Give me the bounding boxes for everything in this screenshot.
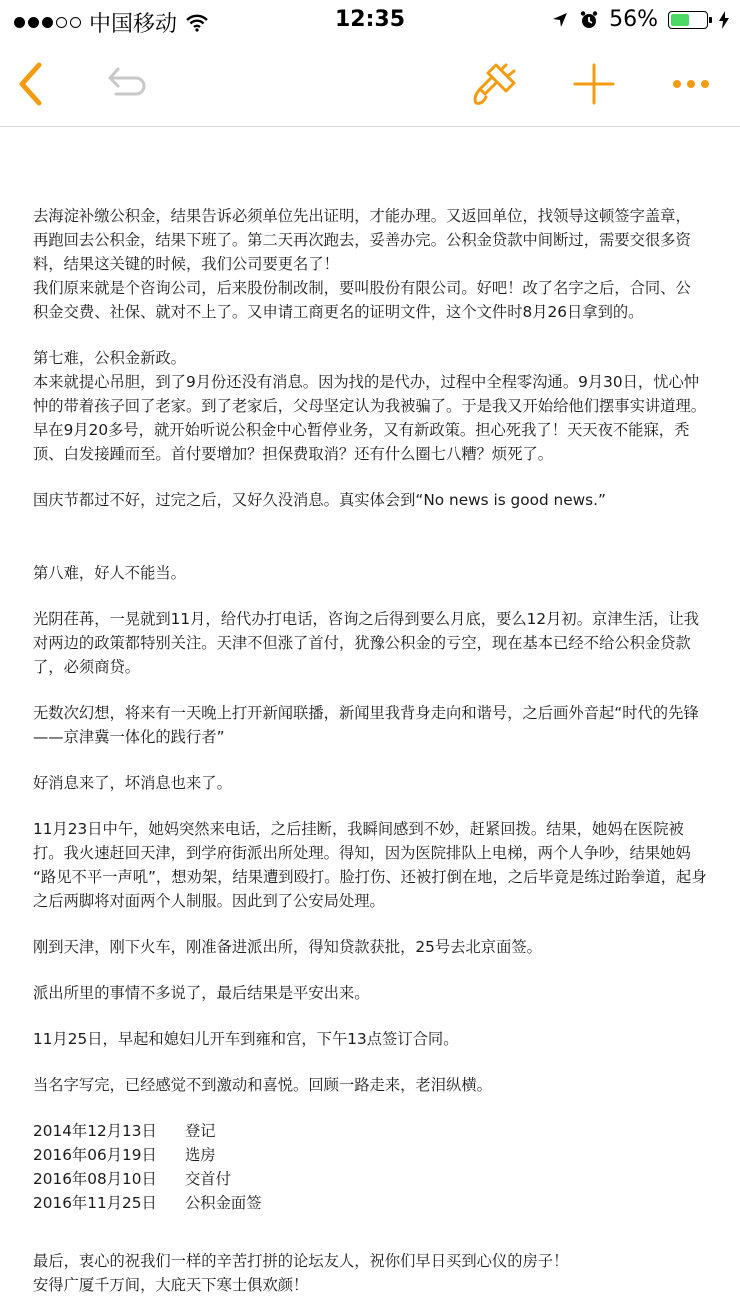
ellipsis-icon xyxy=(671,78,711,90)
timeline-row xyxy=(33,1167,717,1191)
text-line: 安得广厦千万间，大庇天下寒士俱欢颜！ xyxy=(33,1276,309,1294)
status-bar xyxy=(0,0,740,42)
text-line: 打。我火速赶回天津，到学府街派出所处理。得知，因为医院排队上电梯，两个人争吵，结果她妈 xyxy=(33,844,691,862)
text-line: 光阴荏苒，一晃就到11月，给代办打电话，咨询之后得到要么月底，要么12月初。京津生活，让我 xyxy=(33,610,700,628)
timeline-event: 交首付 xyxy=(185,1170,231,1188)
text-line: 11月23日中午，她妈突然来电话，之后挂断，我瞬间感到不妙，赶紧回拨。结果，她妈在医院被 xyxy=(33,820,684,838)
nav-bar xyxy=(0,42,740,127)
alarm-icon xyxy=(579,10,599,30)
undo-icon xyxy=(104,64,148,104)
status-time: 12:35 xyxy=(334,7,406,32)
timeline-row xyxy=(33,1191,717,1215)
text-line: 料，结果这关键的时候，我们公司要更名了！ xyxy=(33,255,339,273)
timeline-date: 2016年08月10日 xyxy=(33,1170,157,1188)
more-button[interactable] xyxy=(664,42,718,126)
section-heading: 第七难，公积金新政。 xyxy=(33,349,186,367)
paragraph-11: 11月25日，早起和媳妇儿开车到雍和宫，下午13点签订合同。 xyxy=(33,1030,459,1048)
add-button[interactable] xyxy=(568,42,620,126)
text-line: 去海淀补缴公积金，结果告诉必须单位先出证明，才能办理。又返回单位，找领导这顿签字盖章， xyxy=(33,207,691,225)
text-line: 早在9月20多号，就开始听说公积金中心暂停业务，又有新政策。担心死我了！天天夜不能寐，秃 xyxy=(33,421,690,439)
carrier-name: 中国移动 xyxy=(89,12,178,37)
paragraph-12: 当名字写完，已经感觉不到激动和喜悦。回顾一路走来，老泪纵横。 xyxy=(33,1076,492,1094)
undo-button[interactable] xyxy=(100,42,152,126)
paragraph-9: 刚到天津，刚下火车，刚准备进派出所，得知贷款获批，25号去北京面签。 xyxy=(33,938,542,956)
format-button[interactable] xyxy=(466,42,524,126)
paragraph-1 xyxy=(33,204,717,324)
paragraph-2 xyxy=(33,346,717,466)
timeline-event: 登记 xyxy=(185,1122,216,1140)
plus-icon xyxy=(572,62,616,106)
text-line: 对两边的政策都特别关注。天津不但涨了首付，犹豫公积金的亏空，现在基本已经不给公积金贷款 xyxy=(33,634,691,652)
location-arrow-icon xyxy=(551,11,569,29)
text-line: 我们原来就是个咨询公司，后来股份制改制，要叫股份有限公司。好吧！改了名字之后，合同、公 xyxy=(33,279,691,297)
paragraph-8 xyxy=(33,817,717,913)
timeline-list xyxy=(33,1119,717,1215)
chevron-left-icon xyxy=(17,62,45,106)
paragraph-10: 派出所里的事情不多说了，最后结果是平安出来。 xyxy=(33,984,370,1002)
text-line: 再跑回去公积金，结果下班了。第二天再次跑去，妥善办完。公积金贷款中间断过，需要交很多资 xyxy=(33,231,691,249)
back-button[interactable] xyxy=(6,42,56,126)
text-line: 之后两脚将对面两个人制服。因此到了公安局处理。 xyxy=(33,892,385,910)
paragraph-7: 好消息来了，坏消息也来了。 xyxy=(33,774,232,792)
text-line: 顶、白发接踵而至。首付要增加？担保费取消？还有什么圈七八糟？烦死了。 xyxy=(33,445,554,463)
text-line: “路见不平一声吼”，想劝架，结果遭到殴打。脸打伤、还被打倒在地，之后毕竟是练过跆拳道，起身 xyxy=(33,868,707,886)
section-heading: 第八难，好人不能当。 xyxy=(33,564,186,582)
paragraph-5 xyxy=(33,607,717,679)
paragraph-6 xyxy=(33,701,717,749)
timeline-row xyxy=(33,1143,717,1167)
charging-bolt-icon xyxy=(718,11,730,29)
text-line: 积金交费、社保、就对不上了。又申请工商更名的证明文件，这个文件时8月26日拿到的。 xyxy=(33,303,644,321)
paragraph-3: 国庆节都过不好，过完之后，又好久没消息。真实体会到“No news is good news.” xyxy=(33,491,606,509)
text-line: 最后，衷心的祝我们一样的辛苦打拼的论坛友人，祝你们早日买到心仪的房子！ xyxy=(33,1252,569,1270)
text-line: 本来就提心吊胆，到了9月份还没有消息。因为找的是代办，过程中全程零沟通。9月30日，忧心忡 xyxy=(33,373,700,391)
text-line: ——京津冀一体化的践行者” xyxy=(33,728,225,746)
battery-percent: 56% xyxy=(609,7,658,32)
text-line: 忡的带着孩子回了老家。到了老家后，父母坚定认为我被骗了。于是我又开始给他们摆事实讲道理。 xyxy=(33,397,707,415)
battery-fill xyxy=(671,14,689,26)
battery-icon xyxy=(668,11,708,29)
timeline-event: 选房 xyxy=(185,1146,216,1164)
paintbrush-icon xyxy=(470,61,520,107)
timeline-row xyxy=(33,1119,717,1143)
timeline-event: 公积金面签 xyxy=(185,1194,262,1212)
timeline-date: 2016年06月19日 xyxy=(33,1146,157,1164)
timeline-date: 2014年12月13日 xyxy=(33,1122,157,1140)
text-line: 无数次幻想，将来有一天晚上打开新闻联播，新闻里我背身走向和谐号，之后画外音起“时代的先锋 xyxy=(33,704,699,722)
article-body[interactable] xyxy=(33,204,717,1297)
closing-paragraph xyxy=(33,1249,717,1297)
timeline-date: 2016年11月25日 xyxy=(33,1194,157,1212)
text-line: 了，必须商贷。 xyxy=(33,658,141,676)
status-right xyxy=(551,7,730,32)
